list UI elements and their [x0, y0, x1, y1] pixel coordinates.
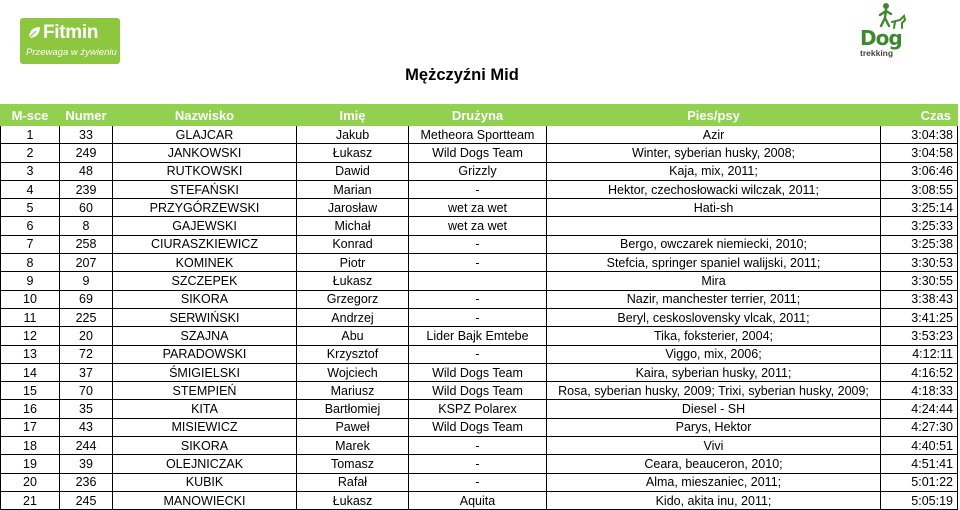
results-table — [0, 104, 958, 510]
firstname-cell: Piotr — [297, 254, 409, 272]
number-cell: 43 — [60, 418, 113, 436]
surname-cell: STEFAŃSKI — [113, 180, 297, 198]
team-cell: - — [409, 290, 547, 308]
number-cell: 245 — [60, 491, 113, 509]
dogs-cell: Kaira, syberian husky, 2011; — [547, 363, 881, 381]
firstname-cell: Tomasz — [297, 455, 409, 473]
table-row — [1, 199, 958, 217]
surname-cell: ŚMIGIELSKI — [113, 363, 297, 381]
firstname-cell: Bartłomiej — [297, 400, 409, 418]
dogs-cell — [547, 217, 881, 235]
number-cell: 20 — [60, 327, 113, 345]
page-title: Mężczyźni Mid — [405, 66, 519, 84]
time-cell: 3:41:25 — [881, 308, 958, 326]
team-cell: - — [409, 473, 547, 491]
dogs-cell: Ceara, beauceron, 2010; — [547, 455, 881, 473]
team-cell: Wild Dogs Team — [409, 418, 547, 436]
team-cell: Wild Dogs Team — [409, 144, 547, 162]
time-cell: 4:40:51 — [881, 437, 958, 455]
team-cell: Metheora Sportteam — [409, 126, 547, 144]
dogs-cell: Nazir, manchester terrier, 2011; — [547, 290, 881, 308]
trekking-word: trekking — [860, 48, 894, 58]
surname-cell: GLAJCAR — [113, 126, 297, 144]
place-cell: 12 — [1, 327, 60, 345]
firstname-cell: Konrad — [297, 235, 409, 253]
firstname-cell: Marek — [297, 437, 409, 455]
table-row — [1, 400, 958, 418]
dogs-cell: Stefcia, springer spaniel walijski, 2011; — [547, 254, 881, 272]
team-cell: Grizzly — [409, 162, 547, 180]
col-header-place: M-sce — [1, 105, 60, 126]
col-header-firstname: Imię — [297, 105, 409, 126]
place-cell: 1 — [1, 126, 60, 144]
team-cell: wet za wet — [409, 199, 547, 217]
dogs-cell: Beryl, ceskoslovensky vlcak, 2011; — [547, 308, 881, 326]
table-row — [1, 162, 958, 180]
place-cell: 4 — [1, 180, 60, 198]
time-cell: 5:01:22 — [881, 473, 958, 491]
place-cell: 8 — [1, 254, 60, 272]
dogs-cell: Kaja, mix, 2011; — [547, 162, 881, 180]
time-cell: 3:25:14 — [881, 199, 958, 217]
place-cell: 17 — [1, 418, 60, 436]
table-row — [1, 345, 958, 363]
col-header-number: Numer — [60, 105, 113, 126]
table-row — [1, 327, 958, 345]
dogs-cell: Azir — [547, 126, 881, 144]
place-cell: 16 — [1, 400, 60, 418]
surname-cell: SZAJNA — [113, 327, 297, 345]
place-cell: 13 — [1, 345, 60, 363]
number-cell: 8 — [60, 217, 113, 235]
dogs-cell: Bergo, owczarek niemiecki, 2010; — [547, 235, 881, 253]
place-cell: 15 — [1, 382, 60, 400]
dogs-cell: Winter, syberian husky, 2008; — [547, 144, 881, 162]
table-row — [1, 272, 958, 290]
dog-word: Dog — [860, 26, 902, 50]
number-cell: 225 — [60, 308, 113, 326]
dogs-cell: Diesel - SH — [547, 400, 881, 418]
firstname-cell: Andrzej — [297, 308, 409, 326]
firstname-cell: Łukasz — [297, 272, 409, 290]
fitmin-brand: Fitmin — [43, 22, 99, 43]
place-cell: 3 — [1, 162, 60, 180]
table-row — [1, 144, 958, 162]
surname-cell: PARADOWSKI — [113, 345, 297, 363]
surname-cell: RUTKOWSKI — [113, 162, 297, 180]
fitmin-tagline: Przewaga w żywieniu — [26, 47, 117, 58]
firstname-cell: Dawid — [297, 162, 409, 180]
firstname-cell: Grzegorz — [297, 290, 409, 308]
surname-cell: KITA — [113, 400, 297, 418]
leaf-icon — [27, 26, 41, 40]
number-cell: 33 — [60, 126, 113, 144]
table-row — [1, 455, 958, 473]
firstname-cell: Paweł — [297, 418, 409, 436]
number-cell: 60 — [60, 199, 113, 217]
surname-cell: JANKOWSKI — [113, 144, 297, 162]
table-row — [1, 473, 958, 491]
firstname-cell: Wojciech — [297, 363, 409, 381]
time-cell: 3:04:58 — [881, 144, 958, 162]
dogs-cell: Hati-sh — [547, 199, 881, 217]
number-cell: 39 — [60, 455, 113, 473]
surname-cell: OLEJNICZAK — [113, 455, 297, 473]
table-row — [1, 382, 958, 400]
place-cell: 6 — [1, 217, 60, 235]
dogs-cell: Hektor, czechosłowacki wilczak, 2011; — [547, 180, 881, 198]
table-row — [1, 437, 958, 455]
time-cell: 4:51:41 — [881, 455, 958, 473]
place-cell: 14 — [1, 363, 60, 381]
surname-cell: PRZYGÓRZEWSKI — [113, 199, 297, 217]
number-cell: 72 — [60, 345, 113, 363]
table-row — [1, 180, 958, 198]
time-cell: 4:16:52 — [881, 363, 958, 381]
team-cell — [409, 272, 547, 290]
team-cell: - — [409, 345, 547, 363]
place-cell: 20 — [1, 473, 60, 491]
time-cell: 4:12:11 — [881, 345, 958, 363]
number-cell: 244 — [60, 437, 113, 455]
firstname-cell: Jakub — [297, 126, 409, 144]
table-row — [1, 290, 958, 308]
time-cell: 3:04:38 — [881, 126, 958, 144]
team-cell: Wild Dogs Team — [409, 382, 547, 400]
firstname-cell: Mariusz — [297, 382, 409, 400]
table-row — [1, 126, 958, 144]
firstname-cell: Marian — [297, 180, 409, 198]
table-header-row — [1, 105, 958, 126]
dogs-cell: Kido, akita inu, 2011; — [547, 491, 881, 509]
time-cell: 3:08:55 — [881, 180, 958, 198]
time-cell: 3:53:23 — [881, 327, 958, 345]
number-cell: 239 — [60, 180, 113, 198]
surname-cell: KOMINEK — [113, 254, 297, 272]
time-cell: 4:18:33 — [881, 382, 958, 400]
firstname-cell: Abu — [297, 327, 409, 345]
firstname-cell: Rafał — [297, 473, 409, 491]
place-cell: 19 — [1, 455, 60, 473]
time-cell: 3:30:55 — [881, 272, 958, 290]
number-cell: 70 — [60, 382, 113, 400]
table-row — [1, 418, 958, 436]
place-cell: 18 — [1, 437, 60, 455]
dogs-cell: Tika, foksterier, 2004; — [547, 327, 881, 345]
dogs-cell: Alma, mieszaniec, 2011; — [547, 473, 881, 491]
time-cell: 3:06:46 — [881, 162, 958, 180]
team-cell: - — [409, 180, 547, 198]
firstname-cell: Łukasz — [297, 144, 409, 162]
dogs-cell: Mira — [547, 272, 881, 290]
table-row — [1, 235, 958, 253]
dogs-cell: Viggo, mix, 2006; — [547, 345, 881, 363]
number-cell: 48 — [60, 162, 113, 180]
time-cell: 4:24:44 — [881, 400, 958, 418]
place-cell: 2 — [1, 144, 60, 162]
place-cell: 5 — [1, 199, 60, 217]
team-cell: Aquita — [409, 491, 547, 509]
table-row — [1, 217, 958, 235]
col-header-surname: Nazwisko — [113, 105, 297, 126]
surname-cell: MANOWIECKI — [113, 491, 297, 509]
place-cell: 11 — [1, 308, 60, 326]
firstname-cell: Michał — [297, 217, 409, 235]
col-header-time: Czas — [881, 105, 958, 126]
time-cell: 3:38:43 — [881, 290, 958, 308]
team-cell: - — [409, 308, 547, 326]
place-cell: 10 — [1, 290, 60, 308]
surname-cell: MISIEWICZ — [113, 418, 297, 436]
number-cell: 69 — [60, 290, 113, 308]
dog-trekking-logo — [852, 2, 920, 64]
surname-cell: SZCZEPEK — [113, 272, 297, 290]
table-row — [1, 491, 958, 509]
surname-cell: CIURASZKIEWICZ — [113, 235, 297, 253]
dogs-cell: Rosa, syberian husky, 2009; Trixi, syberian husky, 2009; — [547, 382, 881, 400]
table-row — [1, 363, 958, 381]
surname-cell: SIKORA — [113, 437, 297, 455]
number-cell: 9 — [60, 272, 113, 290]
team-cell: wet za wet — [409, 217, 547, 235]
number-cell: 236 — [60, 473, 113, 491]
team-cell: - — [409, 437, 547, 455]
team-cell: - — [409, 455, 547, 473]
number-cell: 207 — [60, 254, 113, 272]
number-cell: 249 — [60, 144, 113, 162]
surname-cell: GAJEWSKI — [113, 217, 297, 235]
team-cell: KSPZ Polarex — [409, 400, 547, 418]
dogs-cell: Parys, Hektor — [547, 418, 881, 436]
time-cell: 4:27:30 — [881, 418, 958, 436]
surname-cell: SERWIŃSKI — [113, 308, 297, 326]
number-cell: 258 — [60, 235, 113, 253]
table-row — [1, 308, 958, 326]
col-header-team: Drużyna — [409, 105, 547, 126]
surname-cell: SIKORA — [113, 290, 297, 308]
time-cell: 5:05:19 — [881, 491, 958, 509]
number-cell: 37 — [60, 363, 113, 381]
table-body — [1, 126, 958, 510]
dogs-cell: Vivi — [547, 437, 881, 455]
team-cell: Wild Dogs Team — [409, 363, 547, 381]
place-cell: 9 — [1, 272, 60, 290]
time-cell: 3:25:38 — [881, 235, 958, 253]
firstname-cell: Łukasz — [297, 491, 409, 509]
firstname-cell: Krzysztof — [297, 345, 409, 363]
table-row — [1, 254, 958, 272]
team-cell: Lider Bajk Emtebe — [409, 327, 547, 345]
firstname-cell: Jarosław — [297, 199, 409, 217]
team-cell: - — [409, 254, 547, 272]
number-cell: 35 — [60, 400, 113, 418]
place-cell: 7 — [1, 235, 60, 253]
fitmin-logo — [20, 18, 120, 64]
surname-cell: STEMPIEŃ — [113, 382, 297, 400]
col-header-dogs: Pies/psy — [547, 105, 881, 126]
time-cell: 3:30:53 — [881, 254, 958, 272]
place-cell: 21 — [1, 491, 60, 509]
surname-cell: KUBIK — [113, 473, 297, 491]
team-cell: - — [409, 235, 547, 253]
time-cell: 3:25:33 — [881, 217, 958, 235]
